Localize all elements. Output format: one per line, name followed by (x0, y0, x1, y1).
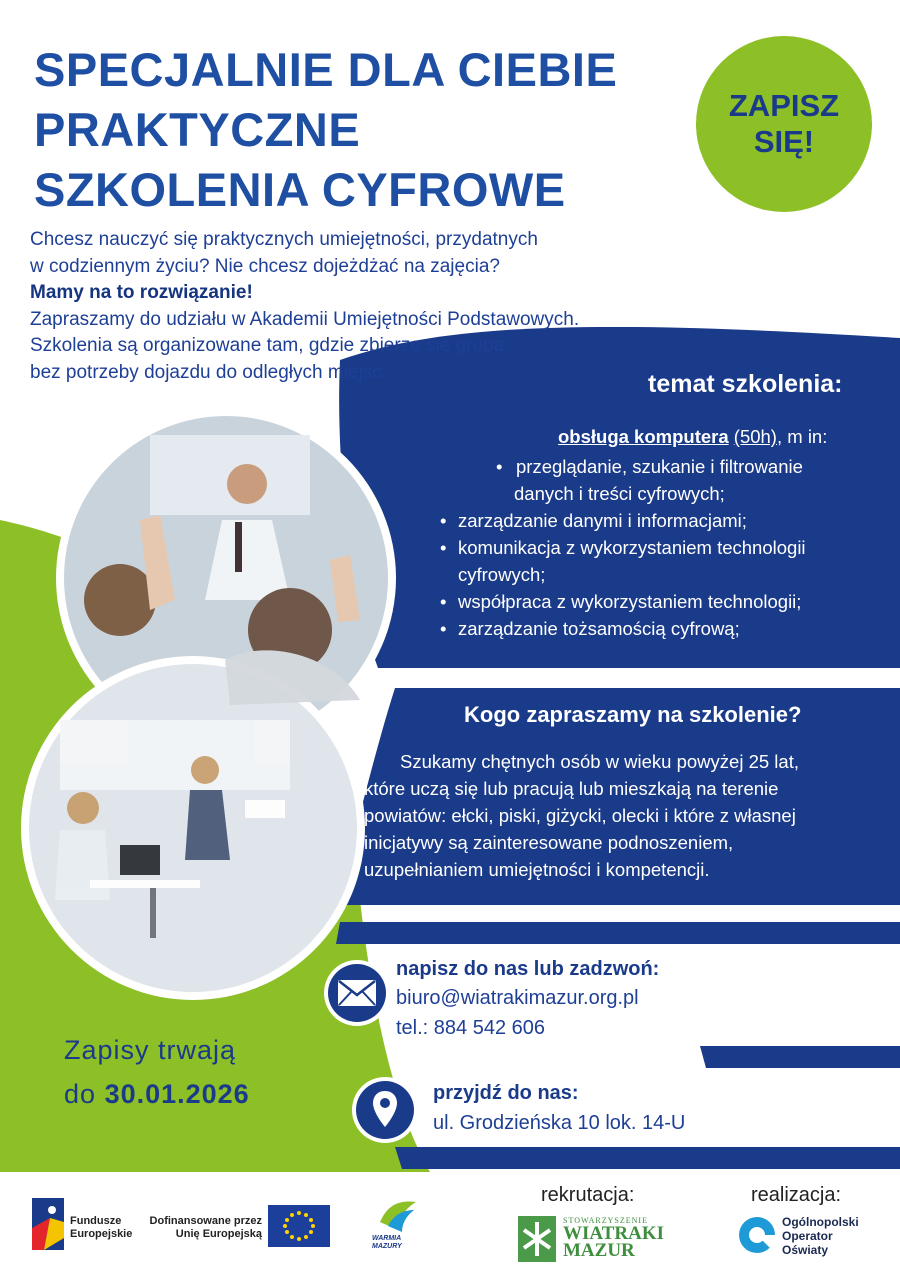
list-item: • współpraca z wykorzystaniem technologii; (440, 588, 890, 615)
wiatraki-mazur-label: STOWARZYSZENIE WIATRAKI MAZUR (563, 1216, 664, 1261)
eu-cofinance-label: Dofinansowane przez Unię Europejską (149, 1215, 262, 1240)
list-item: • komunikacja z wykorzystaniem technologii cyfrowych; (440, 534, 890, 588)
visit-address: ul. Grodzieńska 10 lok. 14-U (433, 1112, 686, 1134)
contact-email[interactable]: biuro@wiatrakimazur.org.pl (396, 987, 639, 1009)
location-pin-icon (371, 1089, 399, 1129)
audience-text (364, 748, 884, 883)
audience-line-1: Szukamy chętnych osób w wieku powyżej 25 lat, (400, 751, 799, 772)
signup-deadline (64, 1028, 250, 1116)
page-title (34, 40, 694, 220)
title-line-1: SPECJALNIE DLA CIEBIE (34, 43, 618, 96)
contact-phone[interactable]: tel.: 884 542 606 (396, 1017, 546, 1039)
course-name: obsługa komputera (558, 426, 729, 447)
stripe-1 (336, 922, 900, 944)
topic-lead (558, 426, 827, 448)
recruitment-label: rekrutacja: (541, 1184, 635, 1206)
stripe-2 (700, 1046, 900, 1068)
signup-date: 30.01.2026 (104, 1079, 250, 1109)
audience-heading: Kogo zapraszamy na szkolenie? (464, 702, 802, 727)
intro-line-4: Zapraszamy do udziału w Akademii Umiejętności Podstawowych. (30, 308, 580, 330)
stripe-3 (395, 1147, 900, 1169)
topic-heading: temat szkolenia: (648, 370, 843, 398)
intro-line-3: Mamy na to rozwiązanie! (30, 282, 253, 303)
audience-line-3: powiatów: ełcki, piski, giżycki, olecki i które z własnej (364, 805, 796, 826)
topic-list (440, 453, 890, 642)
realization-label: realizacja: (751, 1184, 842, 1206)
contact-heading: napisz do nas lub zadzwoń: (396, 958, 660, 980)
course-hours: (50h) (733, 426, 777, 447)
signup-badge[interactable] (696, 36, 872, 212)
eu-flag-icon (268, 1205, 330, 1247)
fundusze-europejskie-logo-icon (32, 1198, 64, 1250)
envelope-icon (337, 979, 377, 1007)
bullet-icon: • (440, 510, 447, 531)
fe-label: Fundusze Europejskie (70, 1215, 133, 1240)
intro-line-6: bez potrzeby dojazdu do odległych miejsc. (30, 361, 387, 383)
title-line-3: SZKOLENIA CYFROWE (34, 163, 566, 216)
intro-line-1: Chcesz nauczyć się praktycznych umiejętności, przydatnych (30, 229, 538, 250)
intro-text (30, 227, 690, 386)
list-item: • zarządzanie danymi i informacjami; (440, 507, 890, 534)
course-suffix: , m in: (776, 426, 828, 447)
warmia-mazury-label: WARMIA MAZURY (372, 1235, 402, 1250)
bullet-icon: • (440, 618, 447, 639)
intro-line-2: w codziennym życiu? Nie chcesz dojeżdżać na zajęcia? (30, 255, 500, 277)
list-item: • zarządzanie tożsamością cyfrową; (440, 615, 890, 642)
warmia-mazury-logo-icon (378, 1198, 418, 1234)
audience-line-5: uzupełnianiem umiejętności i kompetencji. (364, 859, 710, 880)
operator-oswiaty-label: Ogólnopolski Operator Oświaty (782, 1215, 859, 1257)
signup-badge-label: ZAPISZ SIĘ! (728, 88, 840, 159)
visit-heading: przyjdź do nas: (433, 1082, 579, 1104)
bullet-icon: • (496, 456, 503, 477)
title-line-2: PRAKTYCZNE (34, 103, 361, 156)
bullet-icon: • (440, 537, 447, 558)
audience-line-2: które uczą się lub pracują lub mieszkają na terenie (364, 778, 779, 799)
signup-line-1: Zapisy trwają (64, 1035, 237, 1065)
bullet-icon: • (440, 591, 447, 612)
signup-line-2: do 30.01.2026 (64, 1079, 250, 1109)
operator-oswiaty-logo-icon (737, 1215, 777, 1255)
intro-line-5: Szkolenia są organizowane tam, gdzie zbierze się grupa, (30, 335, 510, 356)
audience-line-4: inicjatywy są zainteresowane podnoszeniem, (364, 832, 734, 853)
wiatraki-mazur-logo-icon (518, 1216, 556, 1262)
list-item: • przeglądanie, szukanie i filtrowanie danych i treści cyfrowych; (440, 453, 890, 507)
